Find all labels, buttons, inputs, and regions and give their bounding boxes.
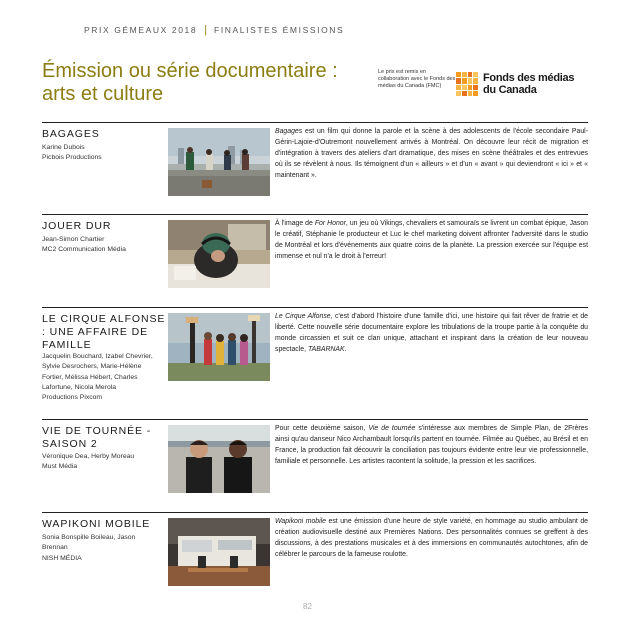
fmc-mosaic-cell xyxy=(456,85,461,90)
fmc-mosaic-cell xyxy=(468,85,473,90)
mobile-studio-photo xyxy=(168,518,270,586)
header-separator: | xyxy=(204,24,208,36)
show-title-italic: Vie de tournée xyxy=(368,425,416,432)
credit-line: Jacquelin Bouchard, Izabel Chevrier, Sylvie Desrochers, Marie-Hélène Fortier, Mélissa Hébert, Charles Lafortune, Nicola Merola xyxy=(42,353,153,391)
credit-line: Karine Dubois xyxy=(42,144,85,151)
fmc-mosaic-cell xyxy=(462,72,467,77)
entry-title: VIE DE TOURNÉE - SAISON 2 xyxy=(42,425,152,450)
credit-line: Véronique Dea, Herby Moreau xyxy=(42,453,135,460)
game-title-italic: For Honor xyxy=(314,220,346,227)
sponsor-note: Le prix est remis en collaboration avec le Fonds des médias du Canada (FMC) xyxy=(378,69,456,89)
category-title-line1: Émission ou série documentaire : xyxy=(42,60,338,82)
description-lead: À l'image de xyxy=(275,220,315,227)
entry-title: JOUER DUR xyxy=(42,220,112,232)
credit-line: Must Média xyxy=(42,463,78,471)
header-section: FINALISTES ÉMISSIONS xyxy=(214,25,345,35)
credit-line: Picbois Productions xyxy=(42,154,102,162)
credit-line: Jean-Simon Chartier xyxy=(42,236,105,243)
teenagers-on-mountain-lookout-photo xyxy=(168,128,270,196)
fmc-mosaic-cell xyxy=(462,78,467,83)
credit-line: MC2 Communication Média xyxy=(42,246,126,254)
gamer-in-headset-photo xyxy=(168,220,270,288)
fmc-logo-line1: Fonds des médias xyxy=(483,72,575,84)
description-text: , un jeu où Vikings, chevaliers et samouraïs se livrent un combat épique, Jason le créatif, Stéphanie le producteur et Luc le chef marketing doivent affronter l'adversité dans le studio de Montréal et lors d'événements aux quatre coins de la planète. La pression exercée sur l'équipe est immense et nul n'a le droit à l'erreur! xyxy=(275,220,588,260)
show-spectacle-italic: TABARNAK xyxy=(307,346,345,353)
header-event: PRIX GÉMEAUX 2018 xyxy=(84,25,198,35)
entry-title: BAGAGES xyxy=(42,128,100,140)
entry-title: LE CIRQUE ALFONSE : UNE AFFAIRE DE FAMILLE xyxy=(42,313,166,351)
category-title xyxy=(42,60,372,106)
fmc-mosaic-cell xyxy=(473,72,478,77)
entry-credits xyxy=(42,143,160,164)
fmc-mosaic-cell xyxy=(462,91,467,96)
entry-divider xyxy=(42,122,588,123)
fmc-mosaic-cell xyxy=(456,72,461,77)
description-lead: Pour cette deuxième saison, xyxy=(275,425,369,432)
fmc-mosaic-cell xyxy=(468,78,473,83)
credit-line: Productions Pixcom xyxy=(42,394,103,402)
category-title-line2: arts et culture xyxy=(42,83,164,105)
entry-description xyxy=(275,126,588,181)
fmc-mosaic-cell xyxy=(468,72,473,77)
show-title-italic: Bagages xyxy=(275,128,303,135)
running-header xyxy=(84,24,344,36)
fmc-mosaic-cell xyxy=(456,91,461,96)
entry-credits xyxy=(42,533,160,564)
entry-divider xyxy=(42,512,588,513)
credit-line: Sonia Bonspille Boileau, Jason Brennan xyxy=(42,534,136,552)
description-text: est un film qui donne la parole et la scène à des adolescents de l'école secondaire Paul-Gérin-Lajoie-d'Outremont nouvellement arrivés à Montréal. On découvre leur récit de migration et d'intégration à travers des ateliers d'art dramatique, des mises en scène théâtrales et des entrevues où ils se révèlent à nous. Ils témoignent d'un « ailleurs » et d'un « avant » qui deviendront « ici » et « maintenant ». xyxy=(275,128,588,179)
description-text: s'intéresse aux membres de Simple Plan, de 2Frères ainsi qu'au danseur Nico Archambault lorsqu'ils partent en tournée. Filmée au Québec, au Brésil et en France, la production fait découvrir la conciliation pas toujours évidente entre leur vie professionnelle, familiale et personnelle. Les artistes racontent la solitude, la pression et les sacrifices. xyxy=(275,425,588,465)
show-title-italic: Wapikoni mobile xyxy=(275,518,327,525)
page-number: 82 xyxy=(303,602,312,611)
entry-divider xyxy=(42,419,588,420)
entry-description xyxy=(275,423,588,467)
fmc-mosaic-cell xyxy=(462,85,467,90)
entry-credits xyxy=(42,352,160,403)
fmc-mosaic-cell xyxy=(473,91,478,96)
entry-description xyxy=(275,311,588,355)
entry-description xyxy=(275,218,588,262)
fmc-mosaic-cell xyxy=(468,91,473,96)
description-text: est une émission d'une heure de style variété, en hommage au studio ambulant de création audiovisuelle destiné aux Premières Nations. Des personnalités connues se greffent à des discussions, à des prestations musicales et à des immersions en communautés autochtones, afin de célébrer le parcours de la fameuse roulotte. xyxy=(275,518,588,558)
show-title-italic: Le Cirque Alfonse xyxy=(275,313,331,320)
entry-description xyxy=(275,516,588,560)
entry-divider xyxy=(42,307,588,308)
entry-credits xyxy=(42,452,160,473)
fmc-logo xyxy=(456,72,574,96)
credit-line: NISH MÉDIA xyxy=(42,554,82,562)
circus-family-photo xyxy=(168,313,270,381)
fmc-mosaic-icon xyxy=(456,72,478,96)
entry-divider xyxy=(42,214,588,215)
fmc-mosaic-cell xyxy=(473,78,478,83)
fmc-mosaic-cell xyxy=(456,78,461,83)
description-text: , c'est d'abord l'histoire d'une famille d'ici, une histoire qui fait rêver de fratrie et de liberté. Cette nouvelle série documentaire explore les tribulations de la troupe partie à la conquête du monde circassien et suit ce clan unique, attachant et inspirant dans la création de leur nouveau spectacle, xyxy=(275,313,588,353)
entry-title: WAPIKONI MOBILE xyxy=(42,518,151,530)
fmc-mosaic-cell xyxy=(473,85,478,90)
two-men-band-photo xyxy=(168,425,270,493)
fmc-logo-line2: du Canada xyxy=(483,84,537,96)
description-end: . xyxy=(344,346,347,353)
fmc-logo-text xyxy=(483,72,574,96)
entry-credits xyxy=(42,235,160,256)
